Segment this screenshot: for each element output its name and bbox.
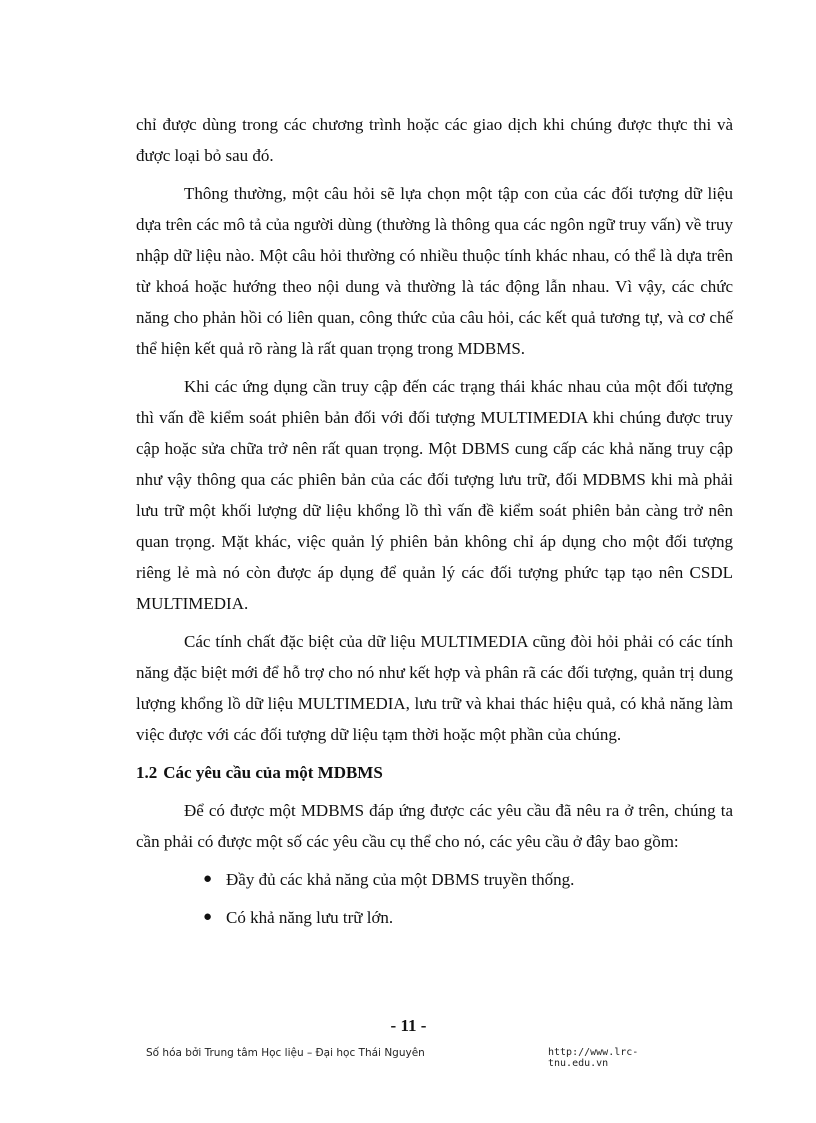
paragraph: Khi các ứng dụng cần truy cập đến các trạng thái khác nhau của một đối tượng thì vấn đề kiểm soát phiên bản đối với đối tượng MULTIMEDIA khi chúng được truy cập hoặc sửa chữa trở nên rất quan trọng. Một DBMS cung cấp các khả năng truy cập như vậy thông qua các phiên bản của các đối tượng lưu trữ, đối MDBMS khi mà phải lưu trữ một khối lượng dữ liệu khổng lồ thì vấn đề kiểm soát phiên bản càng trở nên quan trọng. Mặt khác, việc quản lý phiên bản không chỉ áp dụng cho một đối tượng riêng lẻ mà nó còn được áp dụng để quản lý các đối tượng phức tạp tạo nên CSDL MULTIMEDIA. (136, 377, 733, 613)
page-number: - 11 - (390, 1016, 427, 1035)
document-page (136, 0, 733, 1123)
section-intro: Để có được một MDBMS đáp ứng được các yêu cầu đã nêu ra ở trên, chúng ta cần phải có được một số các yêu cầu cụ thể cho nó, các yêu cầu ở đây bao gồm: (136, 801, 733, 851)
paragraph: Thông thường, một câu hỏi sẽ lựa chọn một tập con của các đối tượng dữ liệu dựa trên các mô tả của người dùng (thường là thông qua các ngôn ngữ truy vấn) về truy nhập dữ liệu nào. Một câu hỏi thường có nhiều thuộc tính khác nhau, có thể là dựa trên từ khoá hoặc hướng theo nội dung và thường là tác động lẫn nhau. Vì vậy, các chức năng cho phản hồi có liên quan, công thức của câu hỏi, các kết quả tương tự, và cơ chế thể hiện kết quả rõ ràng là rất quan trọng trong MDBMS. (136, 184, 733, 358)
list-item (136, 864, 733, 895)
requirements-list (136, 864, 733, 933)
paragraph: Các tính chất đặc biệt của dữ liệu MULTIMEDIA cũng đòi hỏi phải có các tính năng đặc biệt mới để hỗ trợ cho nó như kết hợp và phân rã các đối tượng, quản trị dung lượng khổng lồ dữ liệu MULTIMEDIA, lưu trữ và khai thác hiệu quả, có khả năng làm việc được với các đối tượng dữ liệu tạm thời hoặc một phần của chúng. (136, 632, 733, 744)
list-item-text: Đầy đủ các khả năng của một DBMS truyền thống. (226, 870, 575, 889)
section-number: 1.2 (136, 763, 158, 782)
footer-url: http://www.lrc-tnu.edu.vn (548, 1047, 639, 1069)
bullet-icon: ● (203, 909, 213, 925)
list-item (136, 902, 733, 933)
footer-credit: Số hóa bởi Trung tâm Học liệu – Đại học Thái Nguyên (146, 1047, 425, 1059)
section-title: Các yêu cầu của một MDBMS (163, 763, 383, 782)
list-item-text: Có khả năng lưu trữ lớn. (226, 908, 394, 927)
bullet-icon: ● (203, 871, 213, 887)
body-text (136, 109, 733, 940)
paragraph-continuation: chỉ được dùng trong các chương trình hoặc các giao dịch khi chúng được thực thi và được loại bỏ sau đó. (136, 115, 733, 165)
section-heading (136, 757, 733, 788)
